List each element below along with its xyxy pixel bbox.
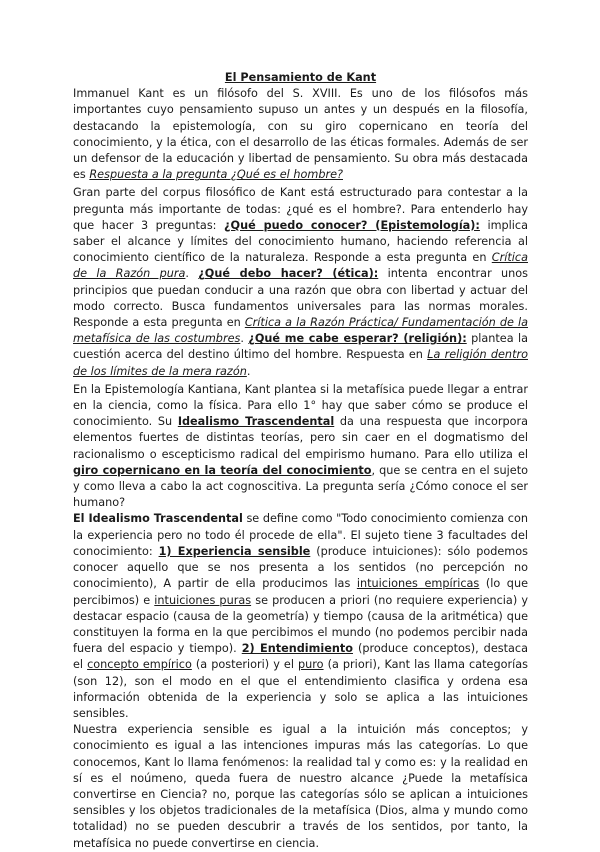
text-run: (a posteriori) y el — [191, 658, 299, 672]
text-run: da una respuesta que incorpora elementos fuertes de distintas teorías, pero sin caer en el dogmatismo del racionalismo o escepticismo radical del empirismo humano. Para ello utiliza el — [73, 415, 528, 461]
document-title: El Pensamiento de Kant — [224, 71, 377, 84]
text-run: intenta encontrar unos principios que puedan conducir a una razón que obra con libertad y actuar del modo correcto. Busca fundamentos universales para las normas morales. Responde a esta pregunta en — [73, 267, 529, 330]
work-title: La religión dentro de los límites de la mera razón — [73, 348, 528, 378]
text-run: En la Epistemología Kantiana, Kant plantea si la metafísica puede llegar a entrar en la ciencia, como la física. Para ello 1° hay que saber cómo se produce el conocimiento. Su — [73, 382, 528, 429]
faculty-understanding: 2) Entendimiento — [241, 642, 353, 656]
paragraph-epistemology — [73, 382, 528, 512]
faculty-sensible-experience: 1) Experiencia sensible — [158, 544, 311, 558]
text-run: Gran parte del corpus filosófico de Kant está estructurado para contestar a la pregunta más importante de todas: ¿qué es el hombre?. Para entenderlo hay que hacer 3 preguntas: — [73, 186, 528, 232]
text-run: plantea la cuestión acerca del destino último del hombre. Respuesta en — [73, 332, 528, 362]
underlined-term: concepto empírico — [87, 658, 192, 672]
paragraph-introduction — [73, 86, 528, 183]
work-title: Crítica de la Razón pura — [73, 251, 528, 281]
text-run: (lo que percibimos) e — [73, 577, 528, 607]
text-run: Immanuel Kant es un filósofo del S. XVIII. Es uno de los filósofos más importantes cuyo pensamiento supuso un antes y un después en la filosofía, destacando la epistemología, con su giro copernicano en teoría del conocimiento, y la ética, con el desarrollo de las éticas formales. Además de ser un defensor de la educación y libertad de pensamiento. Su obra más destacada es — [73, 87, 528, 182]
text-run: Nuestra experiencia sensible es igual a la intuición más conceptos; y conocimiento es igual a las intenciones impuras más las categorías. Lo que conocemos, Kant lo llama fenómenos: la realidad tal y como es: y la realidad en sí es el noúmeno, queda fuera de nuestro alcance ¿Puede la metafísica convertirse en Ciencia? no, porque las categorías sólo se aplican a intuiciones sensibles y los objetos tradicionales de la metafísica (Dios, alma y mundo como totalidad) no se pueden descubrir a través de los sentidos, por tanto, la metafísica no puede convertirse en ciencia. — [73, 723, 528, 850]
key-term: Idealismo Trascendental — [177, 415, 335, 429]
paragraph-conclusion — [73, 722, 528, 852]
text-run: (a priori), Kant las llama categorías (son 12), son el modo en el que el entendimiento clasifica y ordena esa información obtenida de la experiencia y solo se aplica a las intuiciones sensibles. — [73, 658, 528, 720]
underlined-term: intuiciones puras — [154, 593, 252, 607]
text-run: implica saber el alcance y límites del conocimiento humano, haciendo referencia al conocimiento científico de la naturaleza. Responde a esta pregunta en — [73, 218, 528, 265]
text-run: . — [246, 364, 251, 378]
paragraph-idealism — [73, 511, 528, 722]
underlined-term: intuiciones empíricas — [356, 577, 480, 591]
text-run: (produce intuiciones): sólo podemos conocer aquello que se nos presenta a los sentidos (no percepción no conocimiento), A partir de ella producimos las — [73, 544, 528, 591]
key-term: El Idealismo Trascendental — [73, 512, 243, 526]
question-ethics: ¿Qué debo hacer? (ética): — [198, 267, 379, 281]
text-run: , que se centra en el sujeto y como lleva a cabo la act cognoscitiva. La pregunta sería ¿Cómo conoce el ser humano? — [73, 463, 528, 510]
question-religion: ¿Qué me cabe esperar? (religión): — [248, 332, 467, 346]
text-run: . — [185, 267, 199, 281]
work-title: Crítica a la Razón Práctica/ Fundamentación de la metafísica de las costumbres — [73, 316, 528, 346]
text-run: (produce conceptos), destaca el — [73, 642, 528, 672]
text-run: se producen a priori (no requiere experiencia) y destacar espacio (causa de la geometría) y tiempo (causa de la aritmética) que constituyen la forma en la que percibimos el mundo (no podemos percibir nada fuera del espacio y tiempo). — [73, 593, 528, 656]
question-epistemology: ¿Qué puedo conocer? (Epistemología): — [224, 218, 480, 232]
text-run: se define como "Todo conocimiento comienza con la experiencia pero no todo él procede de ella". El sujeto tiene 3 facultades del conocimiento: — [73, 512, 528, 558]
paragraph-three-questions — [73, 185, 528, 379]
underlined-term: puro — [298, 658, 324, 672]
work-title: Respuesta a la pregunta ¿Qué es el hombre? — [89, 168, 343, 182]
document-page — [73, 70, 528, 852]
text-run: . — [240, 332, 249, 346]
key-term: giro copernicano en la teoría del conocimiento — [73, 463, 372, 477]
